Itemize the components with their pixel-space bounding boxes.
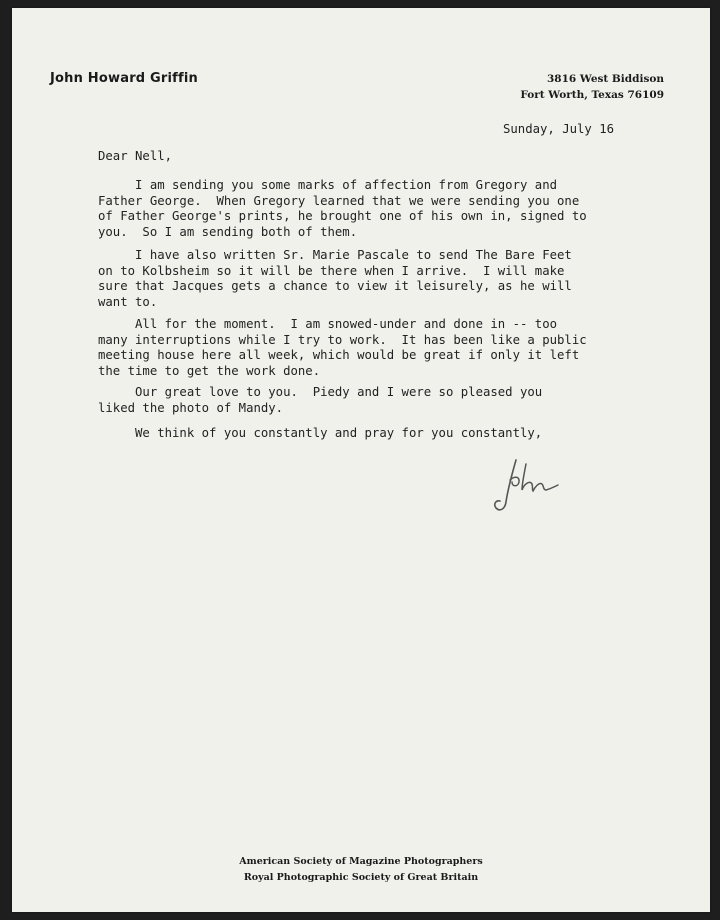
body-paragraph-3: All for the moment. I am snowed-under and done in -- too many interruptions while I try to work. It has been like a public meeting house here all week, which would be great if only it left the time to get the work done. <box>98 317 587 378</box>
letterhead-sender-name: John Howard Griffin <box>50 71 198 86</box>
letter-salutation: Dear Nell, <box>98 149 173 163</box>
letter-page <box>12 8 710 912</box>
footer-affiliation-1: American Society of Magazine Photographers <box>239 856 483 867</box>
address-street: 3816 West Biddison <box>547 73 664 85</box>
body-paragraph-2: I have also written Sr. Marie Pascale to send The Bare Feet on to Kolbsheim so it will be there when I arrive. I will make sure that Jacques gets a chance to view it leisurely, as he will want to. <box>98 248 572 309</box>
closing-line: We think of you constantly and pray for you constantly, <box>98 426 543 440</box>
handwritten-signature <box>486 454 566 514</box>
address-city: Fort Worth, Texas 76109 <box>520 89 664 101</box>
body-paragraph-4: Our great love to you. Piedy and I were so pleased you liked the photo of Mandy. <box>98 385 543 415</box>
body-paragraph-1: I am sending you some marks of affection from Gregory and Father George. When Gregory learned that we were sending you one of Father George's prints, he brought one of his own in, signed to you. So I am sending both of them. <box>98 178 587 239</box>
footer-affiliation-2: Royal Photographic Society of Great Britain <box>243 872 479 883</box>
letterhead-footer <box>12 854 710 886</box>
letterhead-address <box>520 71 664 103</box>
letter-date: Sunday, July 16 <box>503 122 615 136</box>
